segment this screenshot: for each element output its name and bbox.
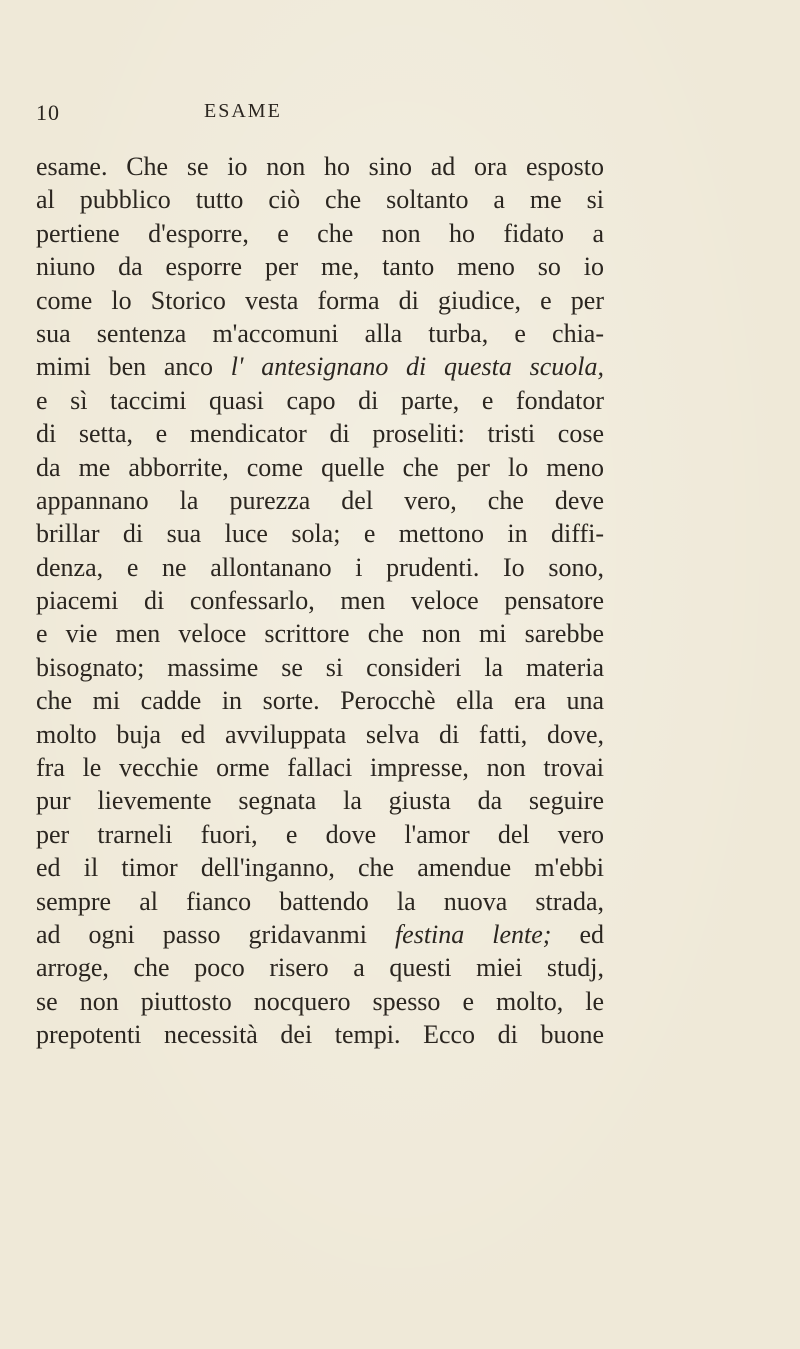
- text-line: prepotenti necessità dei tempi. Ecco di buone: [36, 1020, 604, 1050]
- italic-phrase: festina lente;: [394, 919, 552, 949]
- text-line: bisognato; massime se si consideri la materia: [36, 652, 604, 682]
- italic-phrase: l' antesignano di questa scuola: [230, 352, 598, 382]
- text-line: molto buja ed avviluppata selva di fatti, dove,: [36, 719, 604, 749]
- text-line: arroge, che poco risero a questi miei studj,: [36, 953, 604, 983]
- text-line: se non piuttosto nocquero spesso e molto, le: [36, 986, 604, 1016]
- text-line: e vie men veloce scrittore che non mi sarebbe: [36, 619, 604, 649]
- text-line: al pubblico tutto ciò che soltanto a me si: [36, 185, 604, 215]
- text-line: per trarneli fuori, e dove l'amor del vero: [36, 819, 604, 849]
- text-line: pur lievemente segnata la giusta da seguire: [36, 786, 604, 816]
- text-line: niuno da esporre per me, tanto meno so io: [36, 252, 604, 282]
- text-line: sua sentenza m'accomuni alla turba, e chia-: [36, 318, 604, 348]
- text-line: appannano la purezza del vero, che deve: [36, 485, 604, 515]
- text-line: brillar di sua luce sola; e mettono in diffi-: [36, 519, 604, 549]
- text-line: sempre al fianco battendo la nuova strada,: [36, 886, 604, 916]
- running-head: [36, 100, 576, 130]
- text-line: di setta, e mendicator di proseliti: tristi cose: [36, 419, 604, 449]
- text-line: che mi cadde in sorte. Perocchè ella era una: [36, 686, 604, 716]
- text-line: piacemi di confessarlo, men veloce pensatore: [36, 586, 604, 616]
- page-number: 10: [36, 100, 60, 125]
- body-text: [36, 150, 604, 1052]
- text-line: pertiene d'esporre, e che non ho fidato a: [36, 218, 604, 248]
- text-line: ed il timor dell'inganno, che amendue m'ebbi: [36, 853, 604, 883]
- text-line: da me abborrite, come quelle che per lo meno: [36, 452, 604, 482]
- text-line: esame. Che se io non ho sino ad ora esposto: [36, 152, 604, 181]
- text-line: mimi ben anco l' antesignano di questa scuola,: [36, 352, 604, 382]
- text-line: ad ogni passo gridavanmi festina lente; ed: [36, 919, 605, 949]
- text-line: come lo Storico vesta forma di giudice, e per: [36, 285, 604, 315]
- text-line: denza, e ne allontanano i prudenti. Io sono,: [36, 552, 604, 582]
- running-title: ESAME: [204, 100, 282, 122]
- text-line: e sì taccimi quasi capo di parte, e fondator: [36, 385, 604, 415]
- text-line: fra le vecchie orme fallaci impresse, non trovai: [36, 753, 604, 783]
